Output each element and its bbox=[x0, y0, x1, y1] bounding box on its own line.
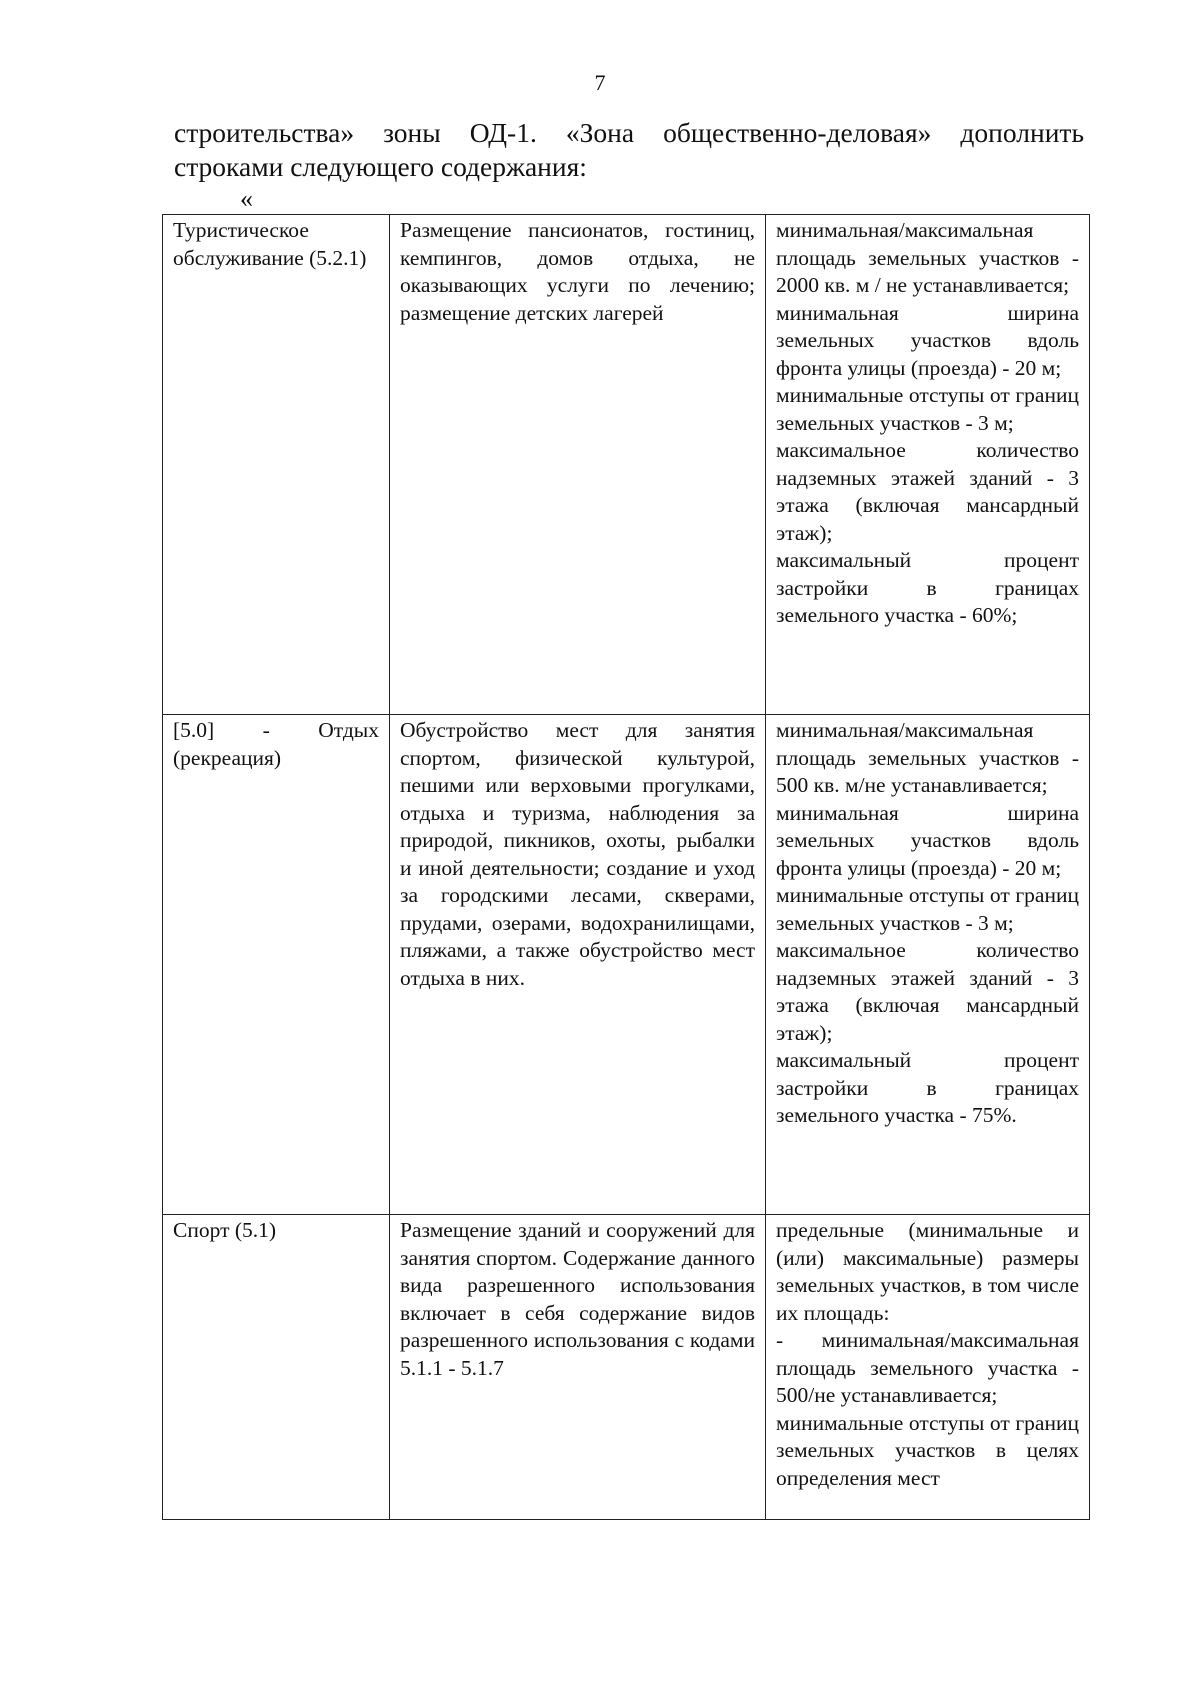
use-type-cell: Спорт (5.1) bbox=[163, 1215, 390, 1520]
parameter-line: минимальные отступы от границ земельных участков - 3 м; bbox=[776, 383, 1079, 435]
table-row bbox=[163, 715, 1090, 1215]
use-type-cell: Туристическое обслуживание (5.2.1) bbox=[163, 215, 390, 715]
land-use-table bbox=[162, 214, 1090, 1520]
parameter-line: предельные (минимальные и (или) максимальные) размеры земельных участков, в том числе их площадь: bbox=[776, 1218, 1079, 1325]
parameter-line: минимальные отступы от границ земельных участков - 3 м; bbox=[776, 883, 1079, 935]
parameter-line: максимальное количество надземных этажей зданий - 3 этажа (включая мансардный этаж); bbox=[776, 938, 1079, 1045]
intro-line-1: строительства» зоны ОД-1. «Зона общественно-деловая» дополнить bbox=[174, 117, 1084, 148]
opening-quote-mark: « bbox=[240, 184, 253, 213]
parameter-line: максимальный процент застройки в границах земельного участка - 60%; bbox=[776, 548, 1079, 627]
use-description-cell: Размещение зданий и сооружений для занятия спортом. Содержание данного вида разрешенного использования включает в себя содержание видов разрешенного использования с кодами 5.1.1 - 5.1.7 bbox=[390, 1215, 766, 1520]
use-description-cell: Обустройство мест для занятия спортом, физической культурой, пешими или верховыми прогулками, отдыха и туризма, наблюдения за природой, пикников, охоты, рыбалки и иной деятельности; создание и уход за городскими лесами, скверами, прудами, озерами, водохранилищами, пляжами, а также обустройство мест отдыха в них. bbox=[390, 715, 766, 1215]
parameter-line: максимальное количество надземных этажей зданий - 3 этажа (включая мансардный этаж); bbox=[776, 438, 1079, 545]
intro-paragraph bbox=[174, 116, 1084, 184]
use-description-cell: Размещение пансионатов, гостиниц, кемпингов, домов отдыха, не оказывающих услуги по лечению; размещение детских лагерей bbox=[390, 215, 766, 715]
parameter-line: минимальная ширина земельных участков вдоль фронта улицы (проезда) - 20 м; bbox=[776, 800, 1079, 880]
table-row bbox=[163, 1215, 1090, 1520]
parameter-line: максимальный процент застройки в границах земельного участка - 75%. bbox=[776, 1048, 1079, 1127]
use-type-cell: [5.0] - Отдых (рекреация) bbox=[163, 715, 390, 1215]
parameter-line: минимальная/максимальная площадь земельных участков - 2000 кв. м / не устанавливается; bbox=[776, 218, 1079, 297]
table-row bbox=[163, 215, 1090, 715]
parameter-line: - минимальная/максимальная площадь земельного участка - 500/не устанавливается; bbox=[776, 1328, 1079, 1407]
parameter-line: минимальная ширина земельных участков вдоль фронта улицы (проезда) - 20 м; bbox=[776, 300, 1079, 380]
parameter-line: минимальная/максимальная площадь земельных участков - 500 кв. м/не устанавливается; bbox=[776, 718, 1079, 797]
use-parameters-cell bbox=[766, 715, 1090, 1215]
page-number: 7 bbox=[594, 70, 606, 95]
use-parameters-cell bbox=[766, 215, 1090, 715]
use-parameters-cell bbox=[766, 1215, 1090, 1520]
intro-line-2: строками следующего содержания: bbox=[174, 151, 587, 182]
parameter-line: минимальные отступы от границ земельных участков в целях определения мест bbox=[776, 1410, 1079, 1490]
